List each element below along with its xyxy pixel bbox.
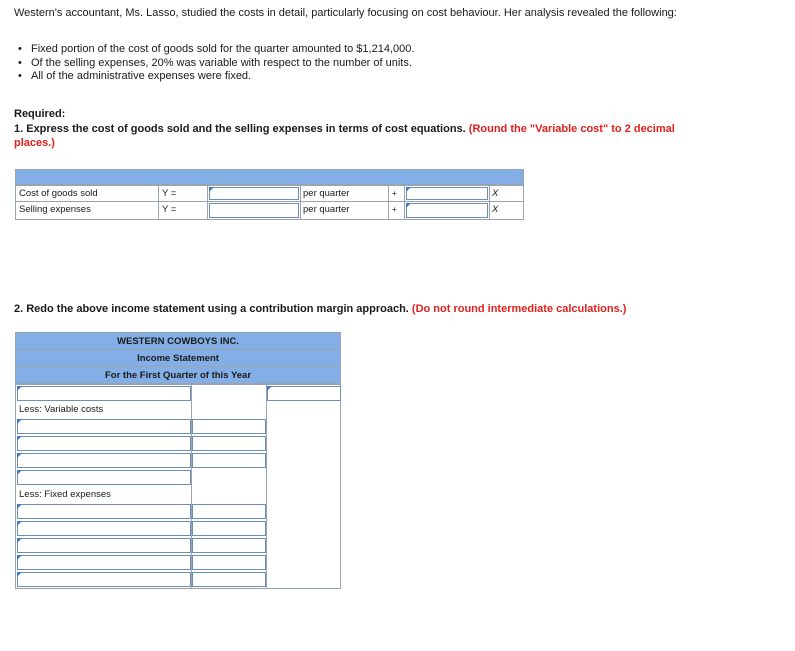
intro-text: Western's accountant, Ms. Lasso, studied the costs in detail, particularly focusing on cost behaviour. Her analysis revealed the following: xyxy=(14,7,677,19)
x-variable: X xyxy=(492,188,499,199)
amount-input[interactable] xyxy=(192,504,266,519)
line-item-input[interactable] xyxy=(17,419,191,434)
statement-row xyxy=(15,435,341,453)
amount-input[interactable] xyxy=(192,521,266,536)
question-1 xyxy=(14,122,694,150)
question-2-text: 2. Redo the above income statement using a contribution margin approach. xyxy=(14,303,409,315)
statement-row xyxy=(15,469,341,487)
line-item-input[interactable] xyxy=(17,470,191,485)
required-heading: Required: xyxy=(14,108,66,120)
amount-input[interactable] xyxy=(192,419,266,434)
amount-input[interactable] xyxy=(192,555,266,570)
statement-row xyxy=(15,537,341,555)
statement-row xyxy=(15,503,341,521)
plus-sign: + xyxy=(392,205,397,214)
equation-row-cogs xyxy=(15,185,524,202)
fact-item: • Fixed portion of the cost of goods sold for the quarter amounted to $1,214,000. xyxy=(18,43,414,57)
amount-input[interactable] xyxy=(192,538,266,553)
statement-row xyxy=(15,486,341,504)
line-item-input[interactable] xyxy=(17,538,191,553)
line-item-input[interactable] xyxy=(17,436,191,451)
statement-row xyxy=(15,520,341,538)
plus-sign: + xyxy=(392,189,397,198)
amount-input[interactable] xyxy=(192,436,266,451)
equation-row-selling xyxy=(15,202,524,220)
per-quarter-label: per quarter xyxy=(303,188,350,199)
cost-equation-table xyxy=(15,169,524,221)
variable-cost-input[interactable] xyxy=(406,187,488,200)
line-item-input[interactable] xyxy=(17,555,191,570)
amount-input[interactable] xyxy=(267,386,341,401)
statement-row xyxy=(15,554,341,572)
table-header xyxy=(15,169,524,185)
facts-list xyxy=(18,43,414,84)
question-1-note: (Round the "Variable cost" to 2 decimal places.) xyxy=(14,123,675,149)
question-2 xyxy=(14,302,714,316)
line-item-input[interactable] xyxy=(17,386,191,401)
fixed-cost-input[interactable] xyxy=(209,187,299,200)
x-variable: X xyxy=(492,204,499,215)
y-equals-label: Y = xyxy=(162,204,177,215)
variable-costs-label: Less: Variable costs xyxy=(19,404,104,415)
statement-period: For the First Quarter of this Year xyxy=(15,366,341,384)
fact-item: • All of the administrative expenses were fixed. xyxy=(18,70,414,84)
line-item-input[interactable] xyxy=(17,521,191,536)
question-1-text: 1. Express the cost of goods sold and the selling expenses in terms of cost equations. xyxy=(14,123,466,135)
line-item-input[interactable] xyxy=(17,453,191,468)
question-2-note: (Do not round intermediate calculations.) xyxy=(411,303,627,315)
row-label: Cost of goods sold xyxy=(19,188,98,199)
fixed-cost-input[interactable] xyxy=(209,203,299,218)
statement-row xyxy=(15,452,341,470)
company-name: WESTERN COWBOYS INC. xyxy=(15,332,341,350)
y-equals-label: Y = xyxy=(162,188,177,199)
row-label: Selling expenses xyxy=(19,204,91,215)
statement-row xyxy=(15,384,341,402)
amount-input[interactable] xyxy=(192,453,266,468)
statement-row xyxy=(15,418,341,436)
fixed-expenses-label: Less: Fixed expenses xyxy=(19,489,111,500)
per-quarter-label: per quarter xyxy=(303,204,350,215)
line-item-input[interactable] xyxy=(17,572,191,587)
statement-row xyxy=(15,401,341,419)
statement-title: Income Statement xyxy=(15,349,341,367)
fact-item: • Of the selling expenses, 20% was variable with respect to the number of units. xyxy=(18,57,414,71)
amount-input[interactable] xyxy=(192,572,266,587)
statement-row xyxy=(15,571,341,589)
variable-cost-input[interactable] xyxy=(406,203,488,218)
line-item-input[interactable] xyxy=(17,504,191,519)
